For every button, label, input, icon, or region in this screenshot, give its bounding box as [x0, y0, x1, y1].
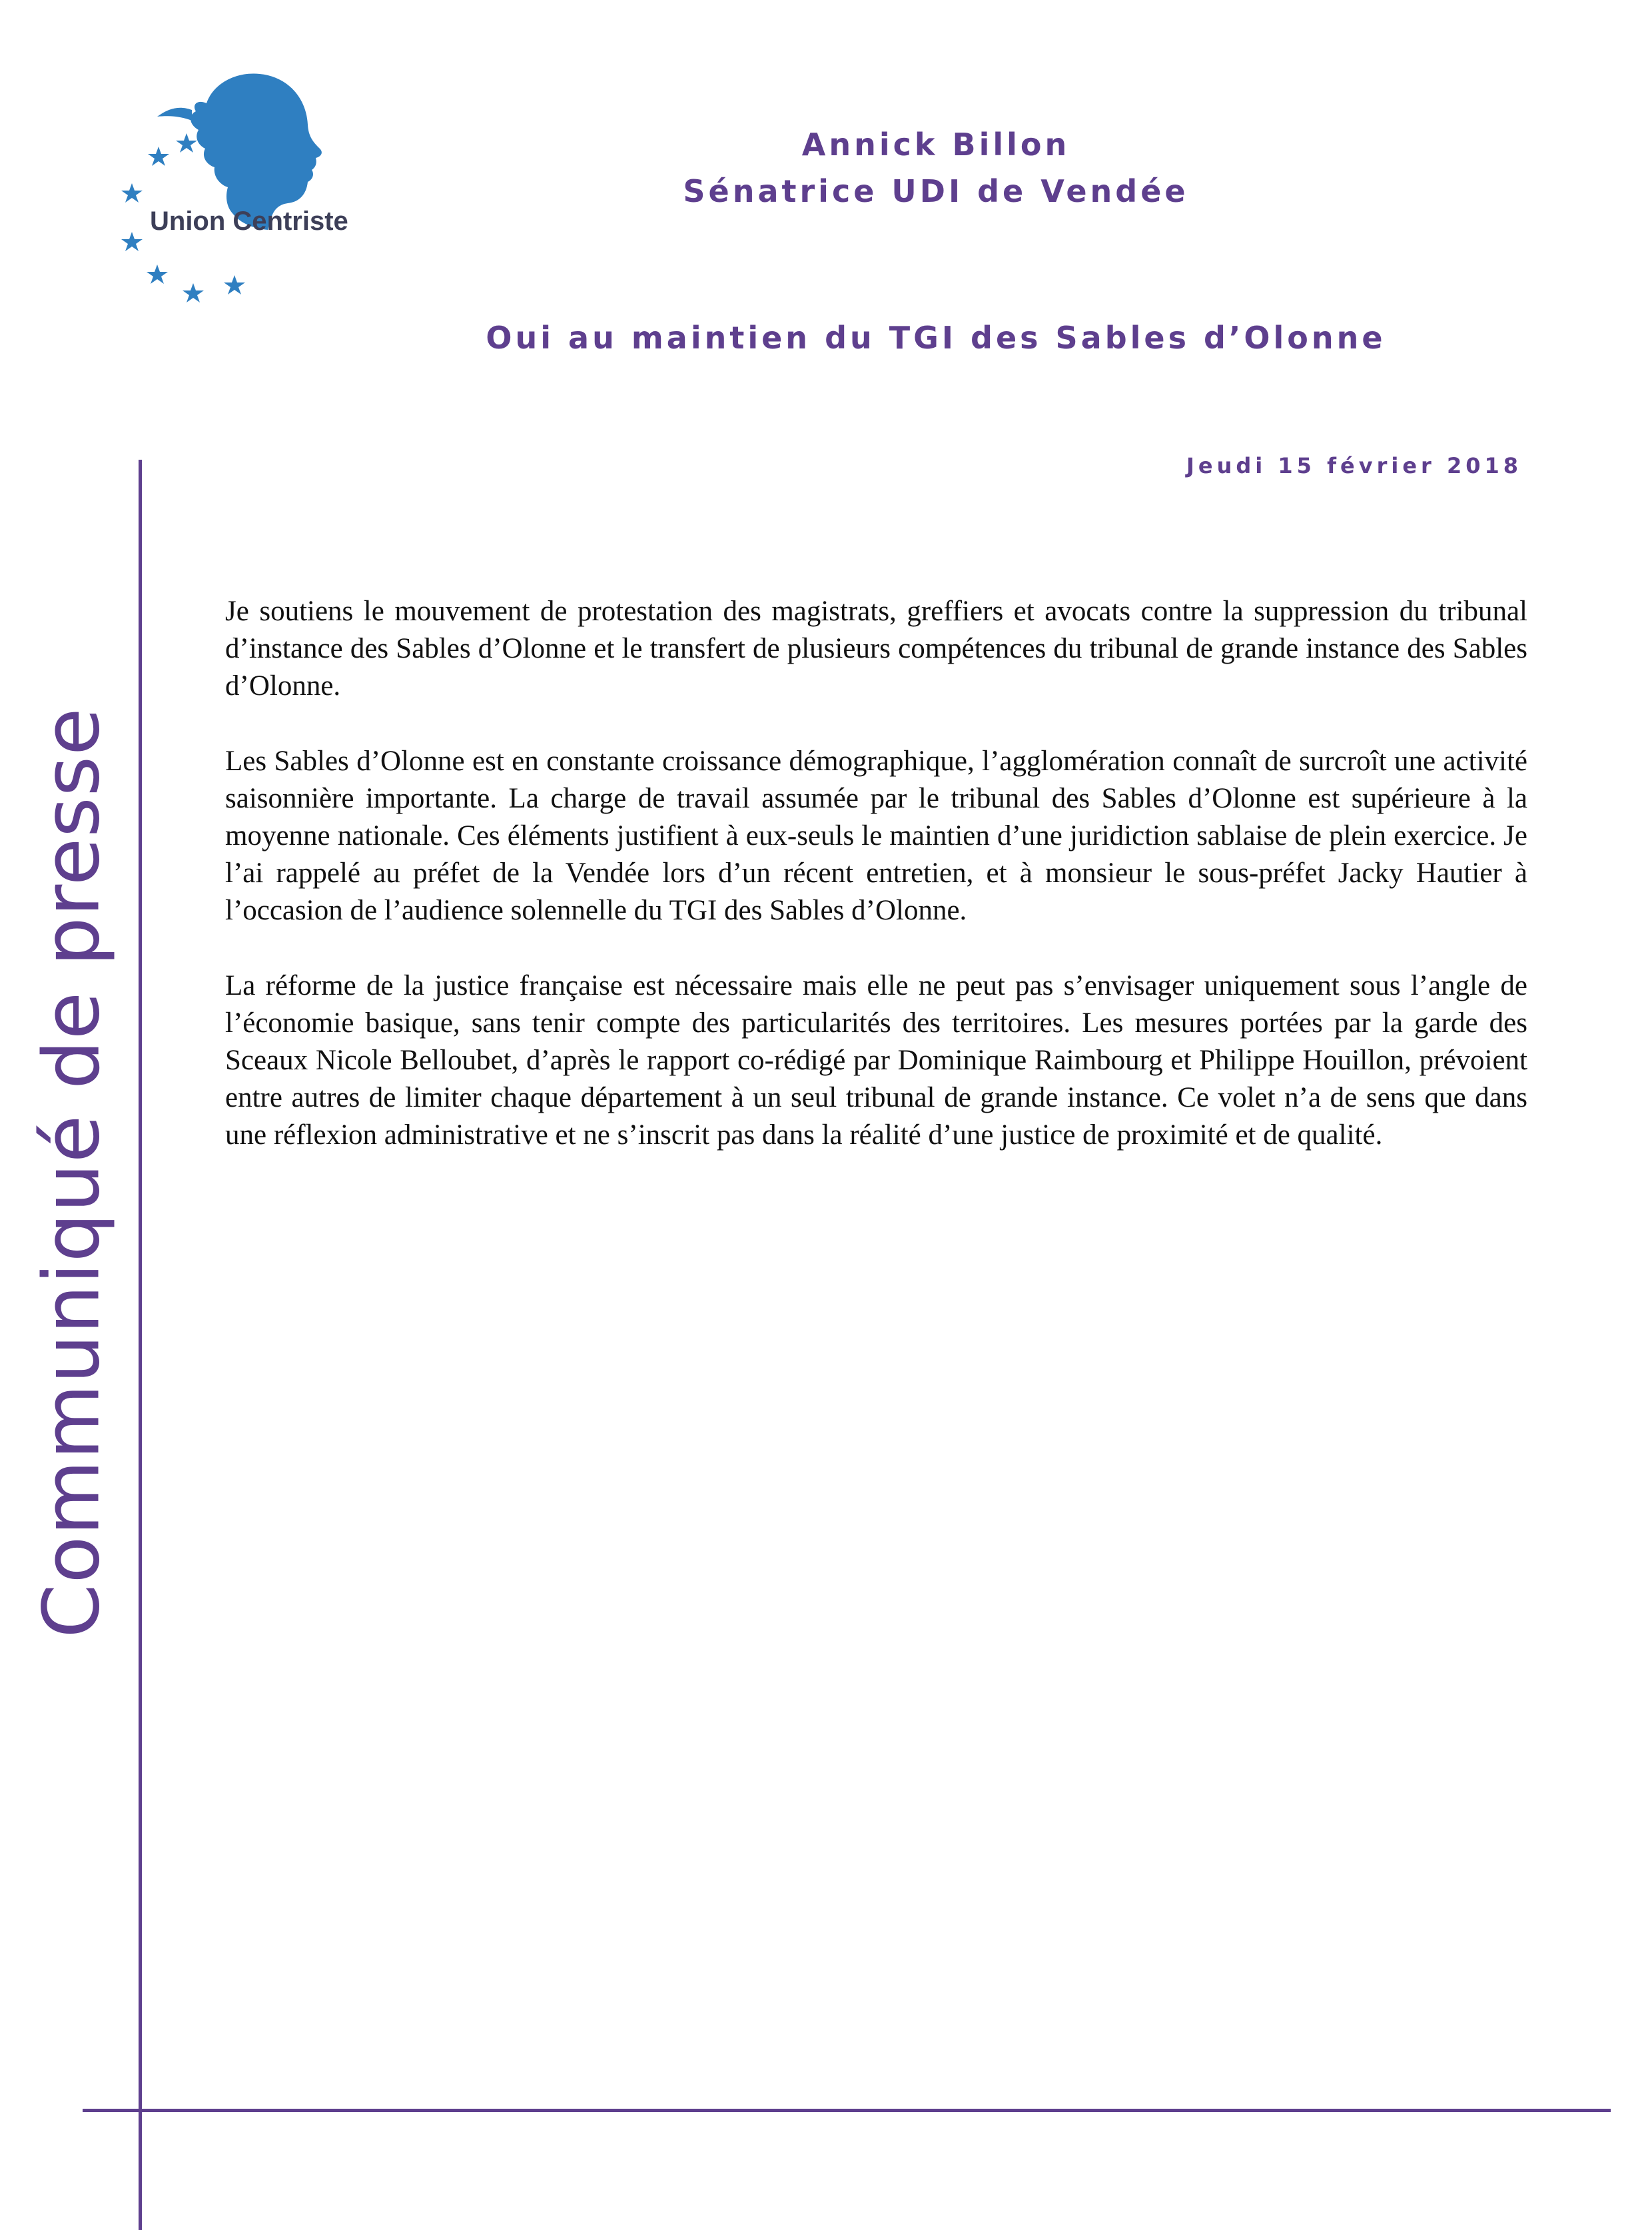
- paragraph: Les Sables d’Olonne est en constante croissance démographique, l’agglomération connaît de surcroît une activité saisonnière importante. La charge de travail assumée par le tribunal des Sables d’Olonne est supérieure à la moyenne nationale. Ces éléments justifient à eux-seuls le maintien d’une juridiction sablaise de plein exercice. Je l’ai rappelé au préfet de la Vendée lors d’un récent entretien, et à monsieur le sous-préfet Jacky Hautier à l’occasion de l’audience solennelle du TGI des Sables d’Olonne.: [225, 746, 1527, 926]
- page-title: Oui au maintien du TGI des Sables d’Olonne: [486, 320, 1386, 356]
- side-label: Communiqué de presse: [27, 707, 117, 1638]
- star-icon: [147, 265, 168, 284]
- vertical-divider: [139, 460, 142, 2230]
- paragraph: La réforme de la justice française est nécessaire mais elle ne peut pas s’envisager uniquement sous l’angle de l’économie basique, sans tenir compte des particularités des territoires. Les mesures portées par la garde des Sceaux Nicole Belloubet, d’après le rapport co-rédigé par Dominique Raimbourg et Philippe Houillon, prévoient entre autres de limiter chaque département à un seul tribunal de grande instance. Ce volet n’a de sens que dans une réflexion administrative et ne s’inscrit pas dans la réalité d’une justice de proximité et de qualité.: [225, 970, 1527, 1151]
- hair-strand-shape: [157, 108, 192, 121]
- star-icon: [121, 232, 143, 251]
- star-icon: [183, 283, 204, 302]
- horizontal-divider: [83, 2109, 1611, 2112]
- star-icon: [224, 275, 245, 294]
- logo-text: Union Centriste: [150, 207, 348, 236]
- paragraph: Je soutiens le mouvement de protestation des magistrats, greffiers et avocats contre la suppression du tribunal d’instance des Sables d’Olonne et le transfert de plusieurs compétences du tribunal de grande instance des Sables d’Olonne.: [225, 596, 1527, 702]
- header-name: Annick Billon: [801, 127, 1070, 163]
- header-role: Sénatrice UDI de Vendée: [683, 173, 1189, 209]
- date-label: Jeudi 15 février 2018: [1186, 453, 1522, 478]
- body-text: [225, 593, 1527, 1192]
